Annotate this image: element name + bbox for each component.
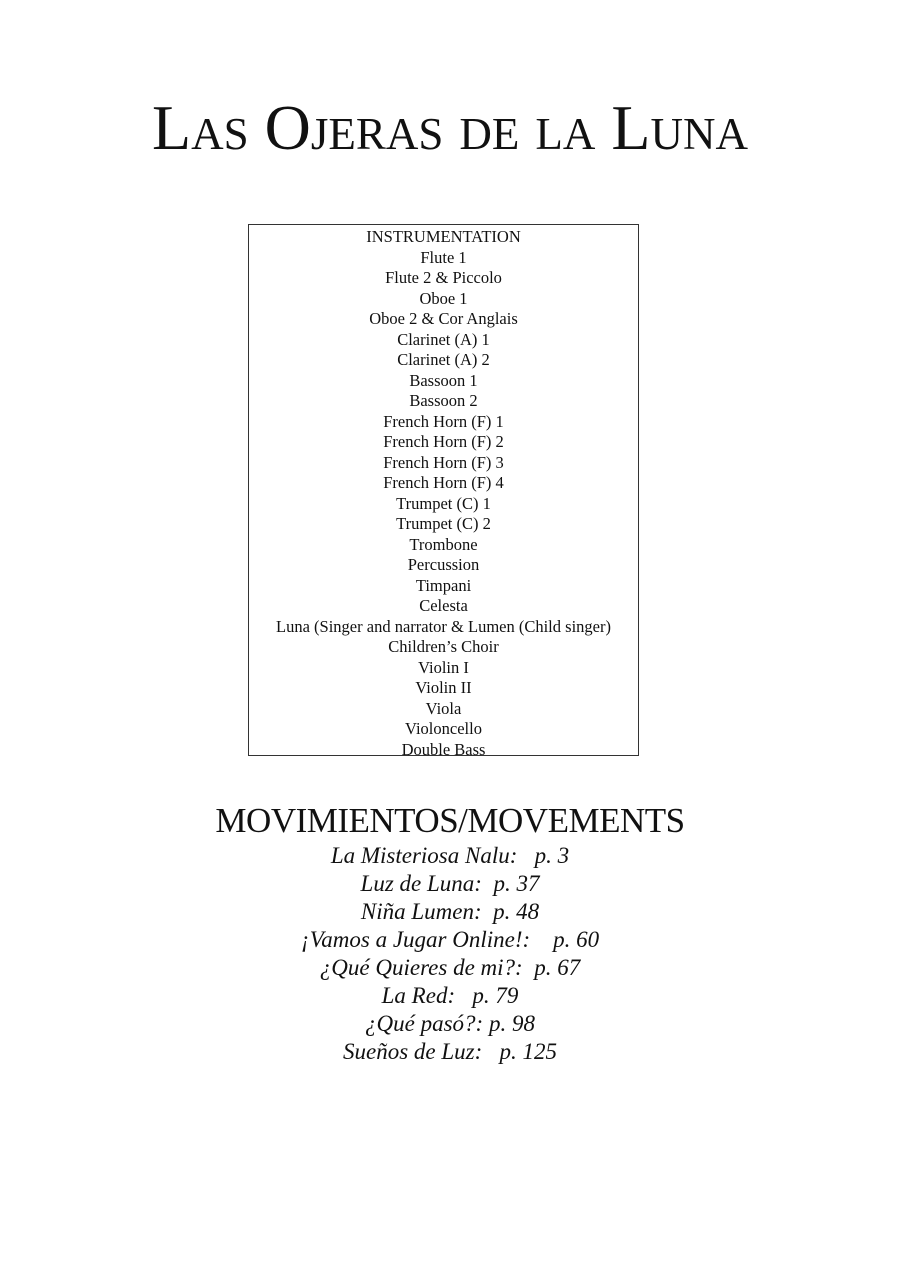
instrument-item: Bassoon 2 [409,391,478,410]
instrumentation-box [248,224,639,759]
instrument-item: Violin I [418,657,469,677]
movement-item: Luz de Luna: p. 37 [360,871,540,896]
instrument-item: French Horn (F) 4 [383,473,504,492]
instrument-item: Celesta [419,596,468,615]
instrument-item: Timpani [415,575,472,595]
instrument-item: Clarinet (A) 2 [397,350,490,369]
movements-list [0,842,900,1066]
movement-item: Niña Lumen: p. 48 [360,899,540,924]
instrument-item: Violin II [415,678,472,697]
movement-item: Sueños de Luz: p. 125 [342,1039,558,1064]
movement-item: ¿Qué Quieres de mi?: p. 67 [319,955,581,980]
instrument-item: Percussion [407,555,480,574]
instrument-item: Oboe 1 [419,288,468,308]
movement-item: La Red: p. 79 [381,983,519,1008]
instrument-item: Trumpet (C) 1 [396,493,491,513]
instrument-item: Bassoon 1 [409,370,478,390]
instrument-item: French Horn (F) 1 [383,411,504,431]
movement-item: ¿Qué pasó?: p. 98 [365,1011,535,1036]
instrumentation-heading: INSTRUMENTATION [366,227,521,246]
instrumentation-list [249,248,638,761]
movement-item: La Misteriosa Nalu: p. 3 [330,843,570,868]
instrument-item: Children’s Choir [388,637,499,656]
instrument-item: French Horn (F) 3 [383,452,504,472]
movements-heading: MOVIMIENTOS/MOVEMENTS [215,801,685,840]
instrument-item: Viola [425,698,462,718]
instrument-item: Flute 1 [420,247,467,267]
instrument-item: Double Bass [401,739,486,759]
instrument-item: Clarinet (A) 1 [397,329,490,349]
page-title: Las Ojeras de la Luna [152,92,748,163]
instrument-item: Flute 2 & Piccolo [385,268,502,287]
instrument-item: Trumpet (C) 2 [396,514,491,533]
movements-section [0,800,900,1066]
movement-item: ¡Vamos a Jugar Online!: p. 60 [300,927,600,952]
instrument-item: Trombone [409,534,478,554]
instrument-item: Oboe 2 & Cor Anglais [369,309,518,328]
instrument-item: French Horn (F) 2 [383,432,504,451]
instrument-item: Violoncello [405,719,482,738]
instrument-item: Luna (Singer and narrator & Lumen (Child singer) [276,616,611,636]
